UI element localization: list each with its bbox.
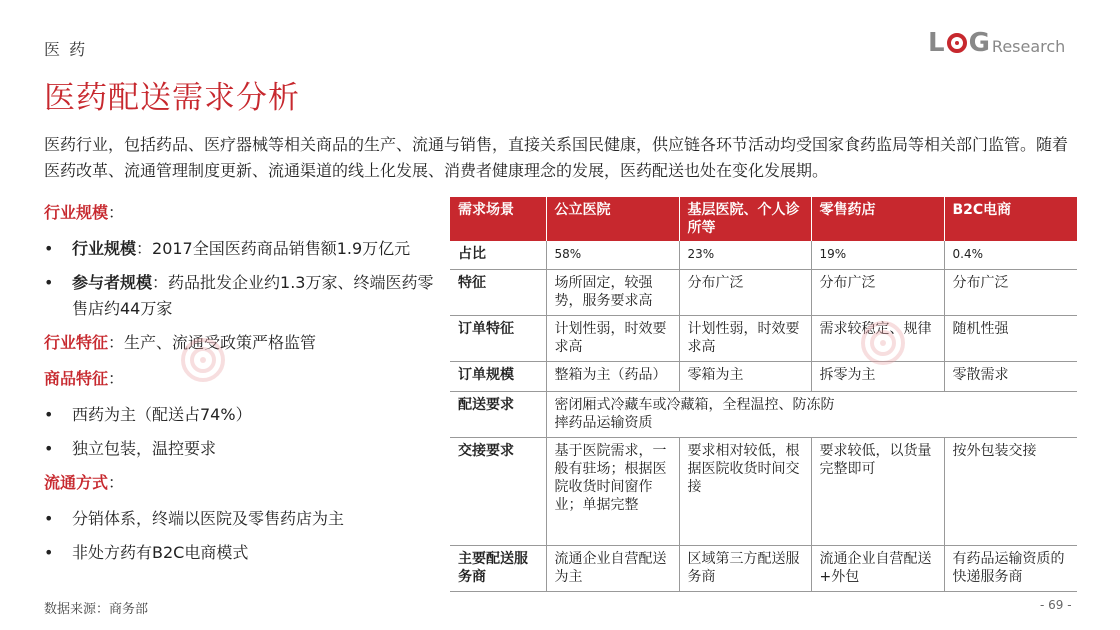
logo-letter-g: G: [968, 28, 990, 58]
scale-item: [44, 270, 444, 322]
flow-heading-colon: ：: [108, 473, 125, 492]
merged-text: 密闭厢式冷藏车或冷藏箱，全程温控、防冻防摔药品运输资质: [554, 396, 835, 431]
row-label: 特征: [450, 269, 546, 315]
table-row: [450, 269, 1077, 315]
table-row: [450, 241, 1077, 269]
table-row: [450, 315, 1077, 361]
goods-heading-colon: ：: [108, 369, 125, 388]
table-cell: 有药品运输资质的快递服务商: [944, 545, 1077, 591]
goods-heading: 商品特征: [44, 369, 109, 388]
scale-heading-colon: ：: [108, 203, 125, 222]
table-header-cell: 基层医院、个人诊所等: [679, 197, 811, 241]
table-header-cell: 需求场景: [450, 197, 546, 241]
flow-heading-line: [44, 470, 444, 496]
table-cell: 计划性弱，时效要求高: [546, 315, 679, 361]
table-cell: 分布广泛: [944, 269, 1077, 315]
logo-ring-icon: [947, 33, 967, 53]
table-cell: 需求较稳定、规律: [811, 315, 944, 361]
table-cell: 58%: [546, 241, 679, 269]
table-row: [450, 391, 1077, 437]
data-source: 数据来源：商务部: [44, 602, 149, 617]
table-cell: 随机性强: [944, 315, 1077, 361]
table-cell: 区域第三方配送服务商: [679, 545, 811, 591]
table-row: [450, 545, 1077, 591]
table-cell: 计划性弱，时效要求高: [679, 315, 811, 361]
left-column: [44, 200, 444, 574]
table-header-cell: 公立医院: [546, 197, 679, 241]
goods-item: • 独立包装，温控要求: [44, 436, 444, 462]
table-cell: 分布广泛: [811, 269, 944, 315]
row-label: 交接要求: [450, 437, 546, 545]
goods-item: • 西药为主（配送占74%）: [44, 402, 444, 428]
table-cell: 按外包装交接: [944, 437, 1077, 545]
table-cell: 零箱为主: [679, 361, 811, 391]
table-cell: 19%: [811, 241, 944, 269]
goods-heading-line: [44, 366, 444, 392]
table-cell: 要求较低，以货量完整即可: [811, 437, 944, 545]
table-header-cell: 零售药店: [811, 197, 944, 241]
row-label: 订单特征: [450, 315, 546, 361]
table-cell: 分布广泛: [679, 269, 811, 315]
scale-item-text: ：药品批发企业约1.3万家、终端医药零售店约44万家: [72, 273, 434, 318]
scale-item-text: ：2017全国医药商品销售额1.9万亿元: [136, 239, 411, 258]
table-cell: 流通企业自营配送为主: [546, 545, 679, 591]
logo: [928, 26, 1065, 60]
scale-heading-line: [44, 200, 444, 226]
table-cell: 场所固定，较强势，服务要求高: [546, 269, 679, 315]
flow-heading: 流通方式: [44, 473, 109, 492]
table-cell: 零散需求: [944, 361, 1077, 391]
feature-text: ：生产、流通受政策严格监管: [108, 333, 317, 352]
page-number: - 69 -: [1040, 598, 1072, 612]
feature-heading-line: [44, 330, 444, 356]
table-cell: 拆零为主: [811, 361, 944, 391]
flow-item: • 分销体系，终端以医院及零售药店为主: [44, 506, 444, 532]
table-cell: 流通企业自营配送+外包: [811, 545, 944, 591]
feature-heading: 行业特征: [44, 333, 109, 352]
demand-table: [450, 197, 1077, 592]
table-cell: 23%: [679, 241, 811, 269]
row-label: 订单规模: [450, 361, 546, 391]
flow-item: • 非处方药有B2C电商模式: [44, 540, 444, 566]
table-row: [450, 437, 1077, 545]
section-label: 医 药: [44, 40, 88, 59]
table-header-row: [450, 197, 1077, 241]
scale-heading: 行业规模: [44, 203, 109, 222]
row-label: 主要配送服务商: [450, 545, 546, 591]
scale-item-label: 行业规模: [72, 239, 137, 258]
table-cell: 基于医院需求，一般有驻场；根据医院收货时间窗作业；单据完整: [546, 437, 679, 545]
table-cell-merged: [546, 391, 1077, 437]
scale-item-label: 参与者规模: [72, 273, 153, 292]
scale-item: [44, 236, 444, 262]
intro-text: 医药行业，包括药品、医疗器械等相关商品的生产、流通与销售，直接关系国民健康，供应链各环节活动均受国家食药监局等相关部门监管。随着医药改革、流通管理制度更新、流通渠道的线上化发展、消费者健康理念的发展，医药配送也处在变化发展期。: [44, 135, 1069, 180]
table-cell: 整箱为主（药品）: [546, 361, 679, 391]
page-title: 医药配送需求分析: [44, 80, 300, 116]
logo-research: Research: [991, 36, 1066, 56]
table-cell: 0.4%: [944, 241, 1077, 269]
table-row: [450, 361, 1077, 391]
row-label: 配送要求: [450, 391, 546, 437]
logo-letter-l: L: [928, 28, 945, 58]
row-label: 占比: [450, 241, 546, 269]
table-header-cell: B2C电商: [944, 197, 1077, 241]
table-cell: 要求相对较低，根据医院收货时间交接: [679, 437, 811, 545]
